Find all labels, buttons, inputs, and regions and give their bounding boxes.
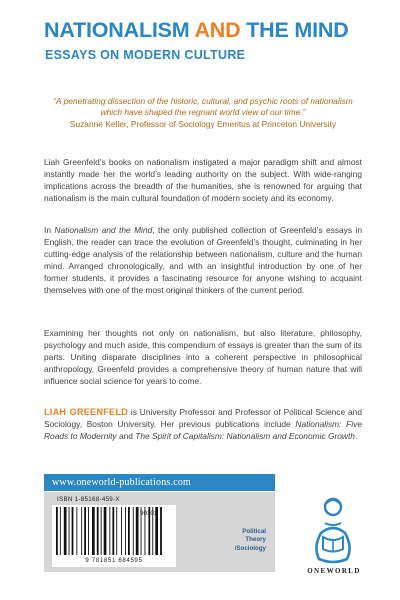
price-code: 90101 <box>140 510 158 517</box>
barcode-bar <box>112 507 114 555</box>
barcode-bar <box>136 507 139 555</box>
title-part-3: THE MIND <box>246 18 349 42</box>
book-subtitle: ESSAYS ON MODERN CULTURE <box>45 48 246 62</box>
barcode-bar <box>84 507 86 555</box>
category-line-2: /Sociology <box>234 544 266 552</box>
description-paragraph-2 <box>44 225 362 296</box>
quote-attribution: Suzanne Keller, Professor of Sociology Emeritus at Princeton University <box>69 118 337 129</box>
barcode-bar <box>76 507 77 555</box>
barcode-bar <box>97 507 99 555</box>
title-part-1: NATIONALISM <box>44 18 190 42</box>
description-paragraph-1: Liah Greenfeld’s books on nationalism instigated a major paradigm shift and almost instantly made her the world’s leading authority on the subject. With wide-ranging implications across the breadth of the humanities, she is renowned for arguing that nationalism is the main cultural foundation of modern society and its economy. <box>44 157 362 203</box>
barcode-bar <box>81 507 82 555</box>
title-part-2: AND <box>194 18 241 42</box>
barcode-bar <box>60 507 61 555</box>
barcode-bar <box>92 507 95 555</box>
publisher-name: ONEWORLD <box>307 567 361 575</box>
barcode-bars <box>52 505 176 557</box>
barcode-bar <box>88 507 89 555</box>
author-name: LIAH GREENFELD <box>44 407 128 417</box>
barcode-bar <box>64 507 67 555</box>
paragraph-2-lead: In <box>44 225 55 235</box>
paragraph-2-body: , the only published collection of Greenfeld’s essays in English, the reader can trace the evolution of Greenfeld’s thought, culminating in her cutting-edge analysis of the relationship between nationalism, culture and the human mind. Arranged chronologically, and with an insightful introduction by one of her former students, it provides a fascinating resource for anyone wishing to acquaint themselves with one of the most original thinkers of the current period. <box>44 225 362 295</box>
barcode-bar <box>116 507 117 555</box>
barcode-bar <box>121 507 122 555</box>
period: . <box>354 430 358 441</box>
barcode-bar <box>160 507 162 555</box>
barcode-bar <box>101 507 102 555</box>
barcode-bar <box>133 507 134 555</box>
person-reading-book-icon <box>305 493 361 567</box>
website-bar <box>44 474 275 491</box>
quote-text: “A penetrating dissection of the historic, cultural, and psychic roots of nationalism which have shaped the regnant world view of our time.” <box>53 96 353 118</box>
book-title-inline: Nationalism and the Mind <box>54 225 153 235</box>
subject-category <box>226 528 266 553</box>
author-bio-text: is University Professor and Professor of Political Science and Sociology, Boston University. Her previous publications include <box>44 407 362 429</box>
previous-book-2: The Spirit of Capitalism: Nationalism and Economic Growth <box>135 430 355 441</box>
category-line-1: Political Theory <box>242 528 266 544</box>
conjunction: and <box>116 430 136 441</box>
barcode-bar <box>109 507 110 555</box>
barcode-digits: 9 781851 684595 <box>85 558 143 564</box>
barcode-bar <box>69 507 70 555</box>
previous-book-1: Nationalism: Five Roads to Modernity <box>44 418 362 441</box>
endorsement-quote <box>44 96 362 130</box>
barcode-bar <box>56 507 58 555</box>
book-title <box>44 18 349 43</box>
barcode-bar <box>72 507 74 555</box>
author-bio <box>44 407 362 443</box>
barcode-bar <box>128 507 130 555</box>
barcode-bar <box>104 507 107 555</box>
isbn-label: ISBN 1-85168-459-X <box>57 496 120 503</box>
description-paragraph-3: Examining her thoughts not only on nationalism, but also literature, philosophy, psychology and much aside, this compendium of essays is greater than the sum of its parts. Uniting disparate disciplines into a coherent perspective in philosophical anthropology, Greenfeld provides a comprehensive theory of human nature that will influence social science for years to come. <box>44 328 362 386</box>
website-url: www.oneworld-publications.com <box>52 477 192 488</box>
barcode-bar <box>125 507 126 555</box>
